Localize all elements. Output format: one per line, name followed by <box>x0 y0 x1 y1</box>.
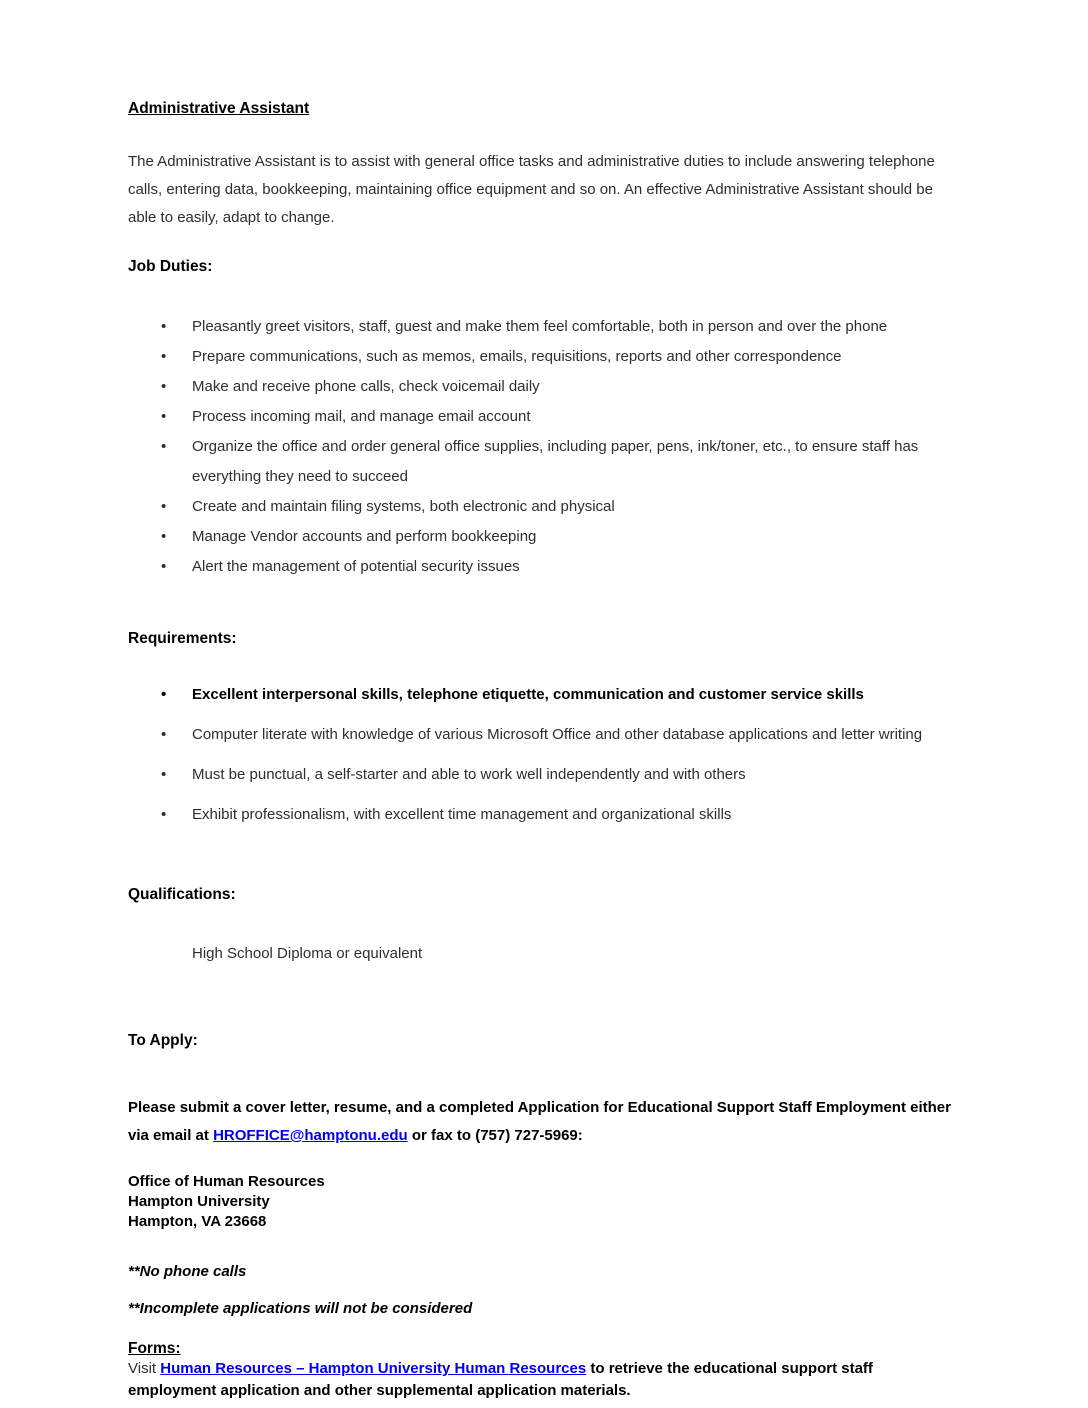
list-item-text: Exhibit professionalism, with excellent time management and organizational skills <box>192 806 732 823</box>
intro-paragraph: The Administrative Assistant is to assist with general office tasks and administrative duties to include answering telephone calls, entering data, bookkeeping, maintaining office equipment and so on. An effective Administrative Assistant should be able to easily, adapt to change. <box>128 153 935 226</box>
bullet-icon <box>161 720 166 750</box>
apply-text-after-link: or fax to (757) 727-5969: <box>407 1127 583 1144</box>
list-item-text: Must be punctual, a self-starter and able to work well independently and with others <box>192 766 746 783</box>
list-item <box>128 402 960 432</box>
bullet-icon <box>161 760 166 790</box>
list-item <box>128 760 960 790</box>
to-apply-heading: To Apply: <box>128 1032 198 1049</box>
list-item-text: Make and receive phone calls, check voicemail daily <box>192 378 540 395</box>
forms-heading: Forms: <box>128 1340 181 1357</box>
bullet-icon <box>161 492 166 522</box>
hr-resources-link[interactable]: Human Resources – Hampton University Human Resources <box>160 1360 587 1377</box>
list-item <box>128 492 960 522</box>
bullet-icon <box>161 402 166 432</box>
forms-instructions <box>128 1358 960 1402</box>
bullet-icon <box>161 552 166 582</box>
address-line: Office of Human Resources <box>128 1173 325 1190</box>
list-item-text: Alert the management of potential security issues <box>192 558 520 575</box>
bullet-icon <box>161 522 166 552</box>
list-item-text: Pleasantly greet visitors, staff, guest and make them feel comfortable, both in person and over the phone <box>192 318 888 335</box>
list-item <box>128 432 960 492</box>
list-item <box>128 680 960 710</box>
list-item-text: Organize the office and order general office supplies, including paper, pens, ink/toner, etc., to ensure staff has everything they need to succeed <box>192 438 919 485</box>
list-item-text: Computer literate with knowledge of various Microsoft Office and other database applications and letter writing <box>192 726 923 743</box>
list-item-text: Manage Vendor accounts and perform bookkeeping <box>192 528 537 545</box>
bullet-icon <box>161 432 166 462</box>
address-line: Hampton University <box>128 1193 270 1210</box>
requirements-heading: Requirements: <box>128 630 237 647</box>
bullet-icon <box>161 342 166 372</box>
job-duties-heading: Job Duties: <box>128 258 213 275</box>
address-block <box>128 1172 960 1232</box>
list-item <box>128 342 960 372</box>
list-item-text: Excellent interpersonal skills, telephone etiquette, communication and customer service skills <box>192 686 864 703</box>
apply-text-before-link: Please submit a cover letter, resume, and a completed Application for Educational Support Staff Employment either via email at <box>128 1099 951 1144</box>
list-item <box>128 720 960 750</box>
list-item <box>128 522 960 552</box>
email-link[interactable]: HROFFICE@hamptonu.edu <box>213 1127 408 1144</box>
note-incomplete-applications: **Incomplete applications will not be considered <box>128 1300 473 1317</box>
list-item <box>128 372 960 402</box>
apply-instructions <box>128 1094 960 1150</box>
forms-text-before-link: Visit <box>128 1360 161 1377</box>
qualifications-text: High School Diploma or equivalent <box>192 945 423 962</box>
document-title: Administrative Assistant <box>128 100 310 117</box>
bullet-icon <box>161 312 166 342</box>
list-item <box>128 312 960 342</box>
list-item-text: Create and maintain filing systems, both electronic and physical <box>192 498 615 515</box>
note-no-phone-calls: **No phone calls <box>128 1263 247 1280</box>
list-item-text: Prepare communications, such as memos, emails, requisitions, reports and other correspondence <box>192 348 842 365</box>
bullet-icon <box>161 372 166 402</box>
address-line: Hampton, VA 23668 <box>128 1213 267 1230</box>
job-duties-list <box>128 312 960 582</box>
list-item-text: Process incoming mail, and manage email account <box>192 408 531 425</box>
list-item <box>128 800 960 830</box>
qualifications-heading: Qualifications: <box>128 886 236 903</box>
requirements-list <box>128 680 960 830</box>
bullet-icon <box>161 800 166 830</box>
list-item <box>128 552 960 582</box>
forms-text-after-link: to retrieve the educational support staff employment application and other supplemental application materials. <box>128 1360 873 1399</box>
bullet-icon <box>161 680 166 710</box>
